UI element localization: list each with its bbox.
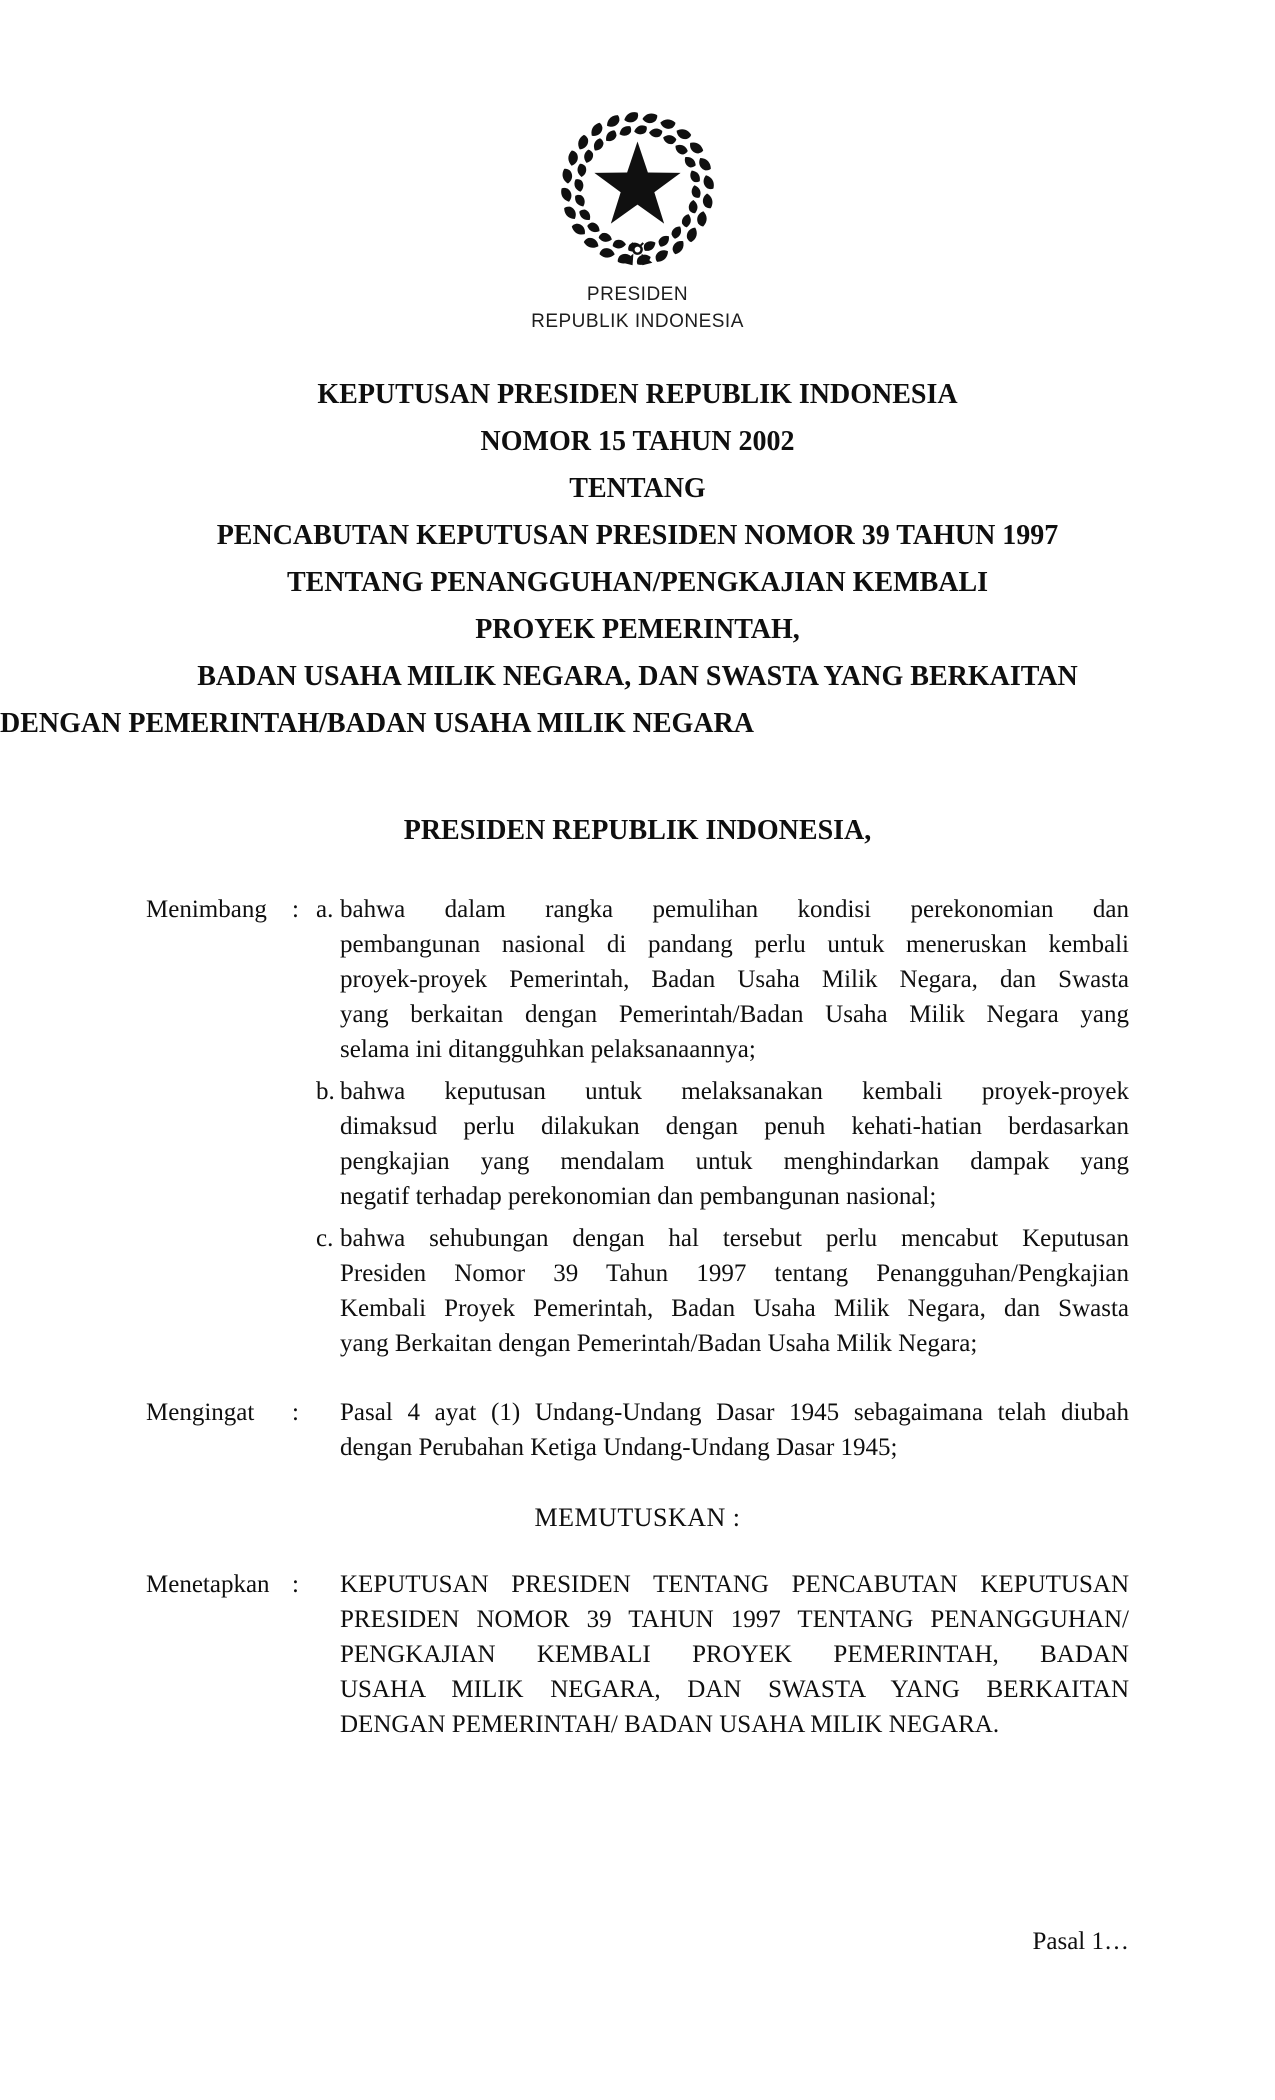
recalling-section [146,1395,1129,1465]
recalling-label: Mengingat [146,1399,255,1426]
recalling-content [316,1395,1129,1465]
item-marker-a: a. [316,896,334,923]
continuation-marker: Pasal 1… [1032,1928,1129,1955]
item-marker-c: c. [316,1225,334,1252]
stipulating-label: Menetapkan [146,1571,270,1598]
document-body [146,892,1129,1959]
document-title: KEPUTUSAN PRESIDEN REPUBLIK INDONESIA NOMOR 15 TAHUN 2002 TENTANG PENCABUTAN KEPUTUSAN PRESIDEN NOMOR 39 TAHUN 1997 TENTANG PENANGGUHAN/PENGKAJIAN KEMBALI PROYEK PEMERINTAH, BADAN USAHA MILIK NEGARA, DAN SWASTA YANG BERKAITAN DENGAN PEMERINTAH/BADAN USAHA MILIK NEGARA [0,379,1078,739]
recalling-text: Pasal 4 ayat (1) Undang-Undang Dasar 1945 sebagaimana telah diubah dengan Perubahan Ketiga Undang-Undang Dasar 1945; [340,1399,1129,1461]
letterhead-org-name [0,281,1275,335]
letterhead-line1: PRESIDEN [586,284,689,305]
considering-item-a [316,892,1129,1067]
considering-colon: : [292,896,299,923]
preamble-heading: PRESIDEN REPUBLIK INDONESIA, [403,815,872,846]
item-text-a: bahwa dalam rangka pemulihan kondisi perekonomian dan pembangunan nasional di pandang perlu untuk meneruskan kembali proyek-proyek Pemerintah, Badan Usaha Milik Negara, dan Swasta yang berkaitan dengan Pemerintah/Badan Usaha Milik Negara yang selama ini ditangguhkan pelaksanaannya; [340,896,1129,1063]
letterhead [0,0,1275,335]
item-text-b: bahwa keputusan untuk melaksanakan kembali proyek-proyek dimaksud perlu dilakukan dengan penuh kehati-hatian berdasarkan pengkajian yang mendalam untuk menghindarkan dampak yang negatif terhadap perekonomian dan pembangunan nasional; [340,1078,1129,1210]
stipulating-colon: : [292,1571,299,1598]
considering-item-c [316,1221,1129,1361]
stipulating-text: KEPUTUSAN PRESIDEN TENTANG PENCABUTAN KEPUTUSAN PRESIDEN NOMOR 39 TAHUN 1997 TENTANG PENANGGUHAN/ PENGKAJIAN KEMBALI PROYEK PEMERINTAH, BADAN USAHA MILIK NEGARA, DAN SWASTA YANG BERKAITAN DENGAN PEMERINTAH/ BADAN USAHA MILIK NEGARA. [340,1571,1129,1738]
presidential-seal-icon [555,106,720,271]
considering-item-b [316,1074,1129,1214]
stipulating-section [146,1567,1129,1742]
considering-label: Menimbang [146,896,267,923]
considering-section [146,892,1129,1361]
stipulating-content [316,1567,1129,1742]
item-text-c: bahwa sehubungan dengan hal tersebut perlu mencabut Keputusan Presiden Nomor 39 Tahun 1997 tentang Penangguhan/Pengkajian Kembali Proyek Pemerintah, Badan Usaha Milik Negara, dan Swasta yang Berkaitan dengan Pemerintah/Badan Usaha Milik Negara; [340,1225,1129,1357]
item-marker-b: b. [316,1078,335,1105]
decision-heading: MEMUTUSKAN : [534,1503,741,1532]
considering-items [316,892,1129,1361]
letterhead-line2: REPUBLIK INDONESIA [531,311,744,332]
recalling-colon: : [292,1399,299,1426]
star-shape [594,141,680,223]
